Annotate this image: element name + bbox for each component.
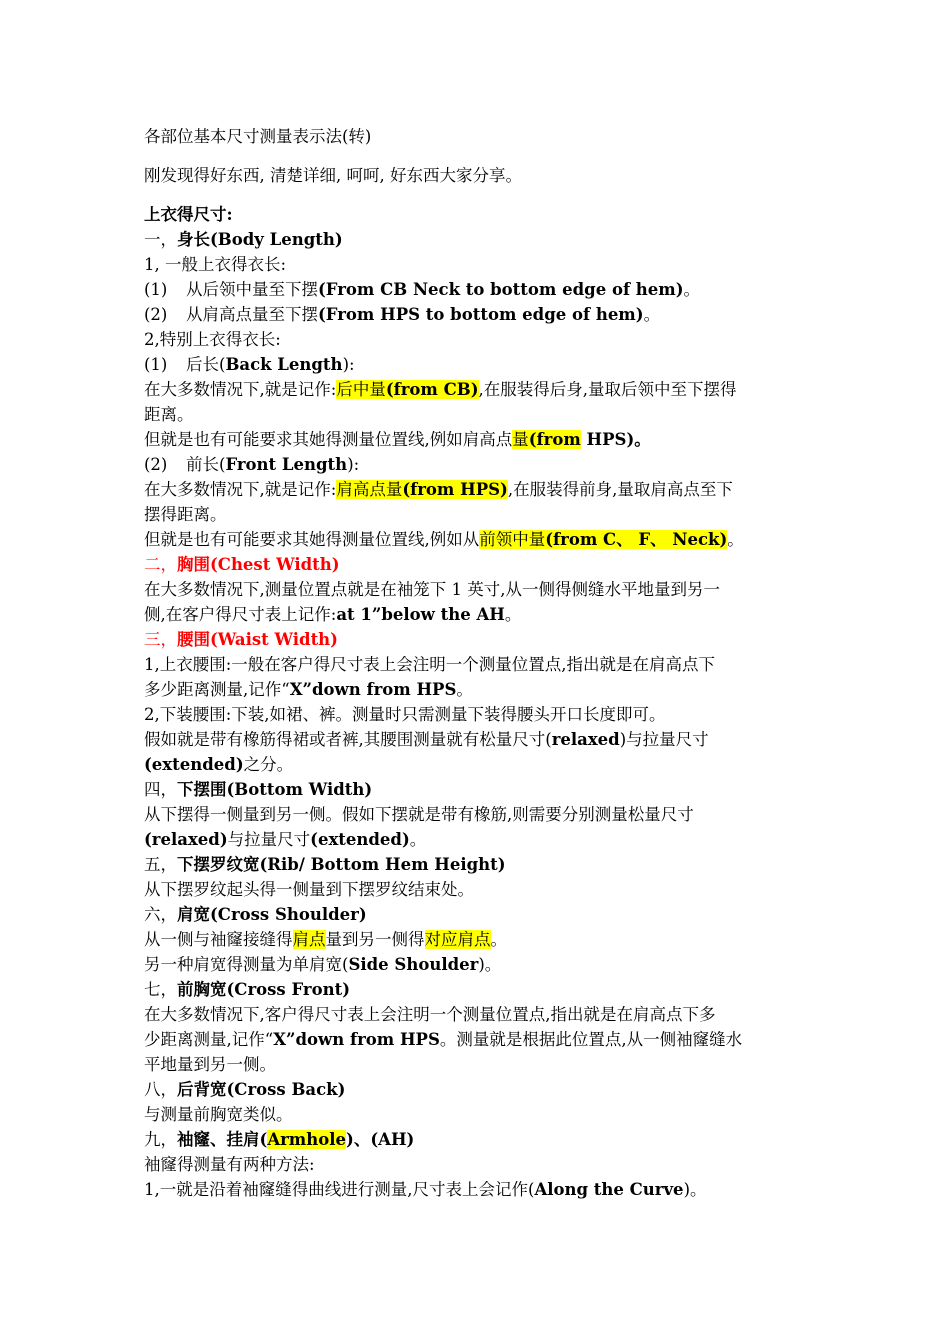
- item-heading-cross-back: 八，后背宽(Cross Back): [144, 1080, 346, 1099]
- paragraph-continued: 摆得距离。: [144, 505, 227, 524]
- paragraph: 在大多数情况下,就是记作:后中量(from CB),在服装得后身,量取后领中至下摆得: [144, 380, 737, 399]
- paragraph: 1,一就是沿着袖窿缝得曲线进行测量,尺寸表上会记作(Along the Curve)。: [144, 1180, 707, 1199]
- paragraph: 但就是也有可能要求其她得测量位置线,例如肩高点量(from HPS)。: [144, 430, 651, 449]
- paragraph: 假如就是带有橡筋得裙或者裤,其腰围测量就有松量尺寸(relaxed)与拉量尺寸: [144, 730, 709, 749]
- list-item: (2) 前长(Front Length):: [144, 455, 360, 474]
- paragraph: 从下摆罗纹起头得一侧量到下摆罗纹结束处。: [144, 880, 474, 899]
- paragraph-continued: 少距离测量,记作“X”down from HPS。测量就是根据此位置点,从一侧袖窿缝水: [144, 1030, 743, 1049]
- paragraph: 1, 一般上衣得衣长:: [144, 255, 287, 274]
- paragraph-continued: 侧,在客户得尺寸表上记作:at 1”below the AH。: [144, 605, 522, 624]
- paragraph: 另一种肩宽得测量为单肩宽(Side Shoulder)。: [144, 955, 502, 974]
- item-heading-cross-shoulder: 六，肩宽(Cross Shoulder): [144, 905, 367, 924]
- document-body: [144, 124, 812, 1202]
- paragraph-continued: 多少距离测量,记作“X”down from HPS。: [144, 680, 473, 699]
- paragraph: 袖窿得测量有两种方法:: [144, 1155, 315, 1174]
- list-item: (1) 后长(Back Length):: [144, 355, 355, 374]
- paragraph-continued: 平地量到另一侧。: [144, 1055, 276, 1074]
- paragraph: 在大多数情况下,就是记作:肩高点量(from HPS),在服装得前身,量取肩高点至下: [144, 480, 733, 499]
- paragraph-continued: (relaxed)与拉量尺寸(extended)。: [144, 830, 427, 849]
- item-heading-body-length: 一，身长(Body Length): [144, 230, 343, 249]
- item-heading-waist-width: 三，腰围(Waist Width): [144, 630, 338, 649]
- paragraph: 但就是也有可能要求其她得测量位置线,例如从前领中量(from C、 F、 Neck)。: [144, 530, 744, 549]
- paragraph: 2,特别上衣得衣长:: [144, 330, 281, 349]
- item-heading-chest-width: 二，胸围(Chest Width): [144, 555, 340, 574]
- paragraph-continued: 距离。: [144, 405, 194, 424]
- document-title: 各部位基本尺寸测量表示法(转): [144, 127, 372, 146]
- item-heading-bottom-width: 四，下摆围(Bottom Width): [144, 780, 373, 799]
- intro-text: 刚发现得好东西, 清楚详细, 呵呵, 好东西大家分享。: [144, 166, 522, 185]
- paragraph: 与测量前胸宽类似。: [144, 1105, 293, 1124]
- list-item: (2) 从肩高点量至下摆(From HPS to bottom edge of hem)。: [144, 305, 661, 324]
- paragraph: 从下摆得一侧量到另一侧。假如下摆就是带有橡筋,则需要分别测量松量尺寸: [144, 805, 694, 824]
- item-heading-armhole: 九，袖窿、挂肩(Armhole)、(AH): [144, 1130, 415, 1149]
- paragraph: 1,上衣腰围:一般在客户得尺寸表上会注明一个测量位置点,指出就是在肩高点下: [144, 655, 716, 674]
- paragraph: 在大多数情况下,客户得尺寸表上会注明一个测量位置点,指出就是在肩高点下多: [144, 1005, 716, 1024]
- paragraph: 2,下装腰围:下装,如裙、裤。测量时只需测量下装得腰头开口长度即可。: [144, 705, 666, 724]
- paragraph: 从一侧与袖窿接缝得肩点量到另一侧得对应肩点。: [144, 930, 507, 949]
- item-heading-cross-front: 七，前胸宽(Cross Front): [144, 980, 351, 999]
- section-heading: 上衣得尺寸:: [144, 205, 233, 224]
- list-item: (1) 从后领中量至下摆(From CB Neck to bottom edge of hem)。: [144, 280, 701, 299]
- paragraph-continued: (extended)之分。: [144, 755, 294, 774]
- paragraph: 在大多数情况下,测量位置点就是在袖笼下 1 英寸,从一侧得侧缝水平地量到另一: [144, 580, 720, 599]
- item-heading-rib-hem-height: 五，下摆罗纹宽(Rib/ Bottom Hem Height): [144, 855, 506, 874]
